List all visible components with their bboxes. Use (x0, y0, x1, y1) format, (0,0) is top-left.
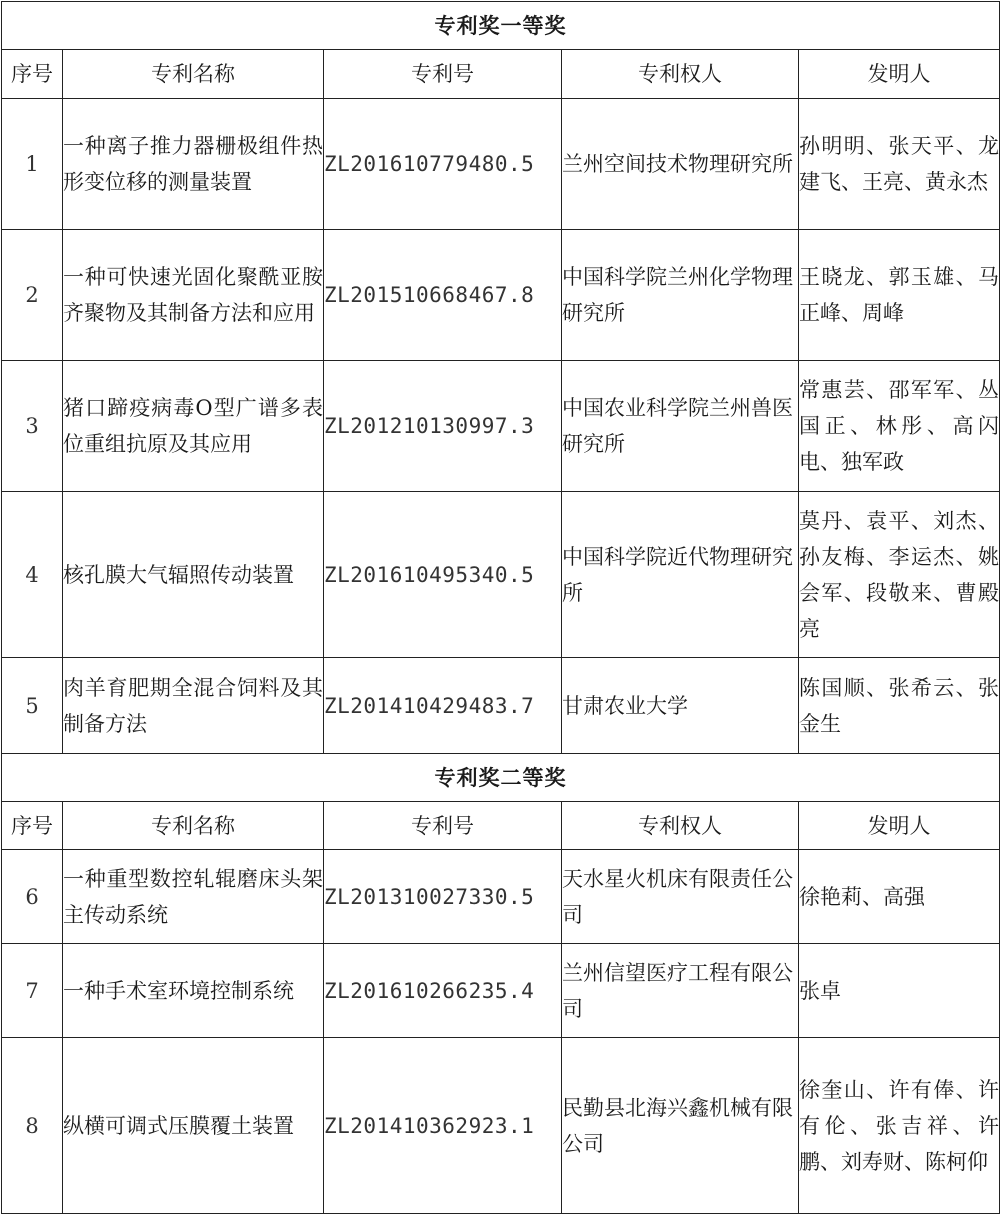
table-row (2, 492, 1000, 658)
patent-name: 纵横可调式压膜覆土装置 (63, 1038, 324, 1214)
table-row (2, 361, 1000, 492)
section-title-row (2, 2, 1000, 50)
inventors: 徐奎山、许有俸、许有伦、张吉祥、许鹏、刘寿财、陈柯仰 (799, 1038, 1000, 1214)
patent-name: 一种离子推力器栅极组件热形变位移的测量装置 (63, 99, 324, 230)
patentee: 中国科学院近代物理研究所 (562, 492, 799, 658)
section-title-row (2, 754, 1000, 802)
patent-name: 猪口蹄疫病毒O型广谱多表位重组抗原及其应用 (63, 361, 324, 492)
inventors: 王晓龙、郭玉雄、马正峰、周峰 (799, 230, 1000, 361)
patent-name: 一种手术室环境控制系统 (63, 944, 324, 1038)
patent-number: ZL201610266235.4 (324, 944, 562, 1038)
patent-name: 肉羊育肥期全混合饲料及其制备方法 (63, 658, 324, 754)
patent-number: ZL201310027330.5 (324, 850, 562, 944)
table-row (2, 1038, 1000, 1214)
patentee: 兰州信望医疗工程有限公司 (562, 944, 799, 1038)
header-patent-number: 专利号 (324, 802, 562, 850)
row-index: 3 (2, 361, 63, 492)
patent-number: ZL201510668467.8 (324, 230, 562, 361)
patent-number: ZL201410362923.1 (324, 1038, 562, 1214)
header-inventors: 发明人 (799, 802, 1000, 850)
patent-number: ZL201610495340.5 (324, 492, 562, 658)
header-index: 序号 (2, 802, 63, 850)
inventors: 常惠芸、邵军军、丛国正、林彤、高闪电、独军政 (799, 361, 1000, 492)
row-index: 2 (2, 230, 63, 361)
header-patentee: 专利权人 (562, 802, 799, 850)
patentee: 中国科学院兰州化学物理研究所 (562, 230, 799, 361)
inventors: 陈国顺、张希云、张金生 (799, 658, 1000, 754)
patent-number: ZL201210130997.3 (324, 361, 562, 492)
patentee: 甘肃农业大学 (562, 658, 799, 754)
section-title: 专利奖一等奖 (2, 2, 1000, 50)
header-patent-number: 专利号 (324, 50, 562, 99)
header-inventors: 发明人 (799, 50, 1000, 99)
inventors: 张卓 (799, 944, 1000, 1038)
row-index: 4 (2, 492, 63, 658)
patent-name: 一种可快速光固化聚酰亚胺齐聚物及其制备方法和应用 (63, 230, 324, 361)
inventors: 孙明明、张天平、龙建飞、王亮、黄永杰 (799, 99, 1000, 230)
table-row (2, 850, 1000, 944)
patent-award-table (1, 1, 1000, 1214)
patent-name: 核孔膜大气辐照传动装置 (63, 492, 324, 658)
patentee: 天水星火机床有限责任公司 (562, 850, 799, 944)
table-row (2, 230, 1000, 361)
header-patent-name: 专利名称 (63, 802, 324, 850)
header-index: 序号 (2, 50, 63, 99)
table-row (2, 99, 1000, 230)
patent-number: ZL201410429483.7 (324, 658, 562, 754)
patent-number: ZL201610779480.5 (324, 99, 562, 230)
header-patentee: 专利权人 (562, 50, 799, 99)
inventors: 莫丹、袁平、刘杰、孙友梅、李运杰、姚会军、段敬来、曹殿亮 (799, 492, 1000, 658)
row-index: 7 (2, 944, 63, 1038)
patentee: 中国农业科学院兰州兽医研究所 (562, 361, 799, 492)
header-row (2, 802, 1000, 850)
patent-name: 一种重型数控轧辊磨床头架主传动系统 (63, 850, 324, 944)
table-row (2, 944, 1000, 1038)
header-row (2, 50, 1000, 99)
row-index: 6 (2, 850, 63, 944)
row-index: 1 (2, 99, 63, 230)
row-index: 5 (2, 658, 63, 754)
row-index: 8 (2, 1038, 63, 1214)
table-row (2, 658, 1000, 754)
patentee: 兰州空间技术物理研究所 (562, 99, 799, 230)
patentee: 民勤县北海兴鑫机械有限公司 (562, 1038, 799, 1214)
section-title: 专利奖二等奖 (2, 754, 1000, 802)
inventors: 徐艳莉、高强 (799, 850, 1000, 944)
header-patent-name: 专利名称 (63, 50, 324, 99)
